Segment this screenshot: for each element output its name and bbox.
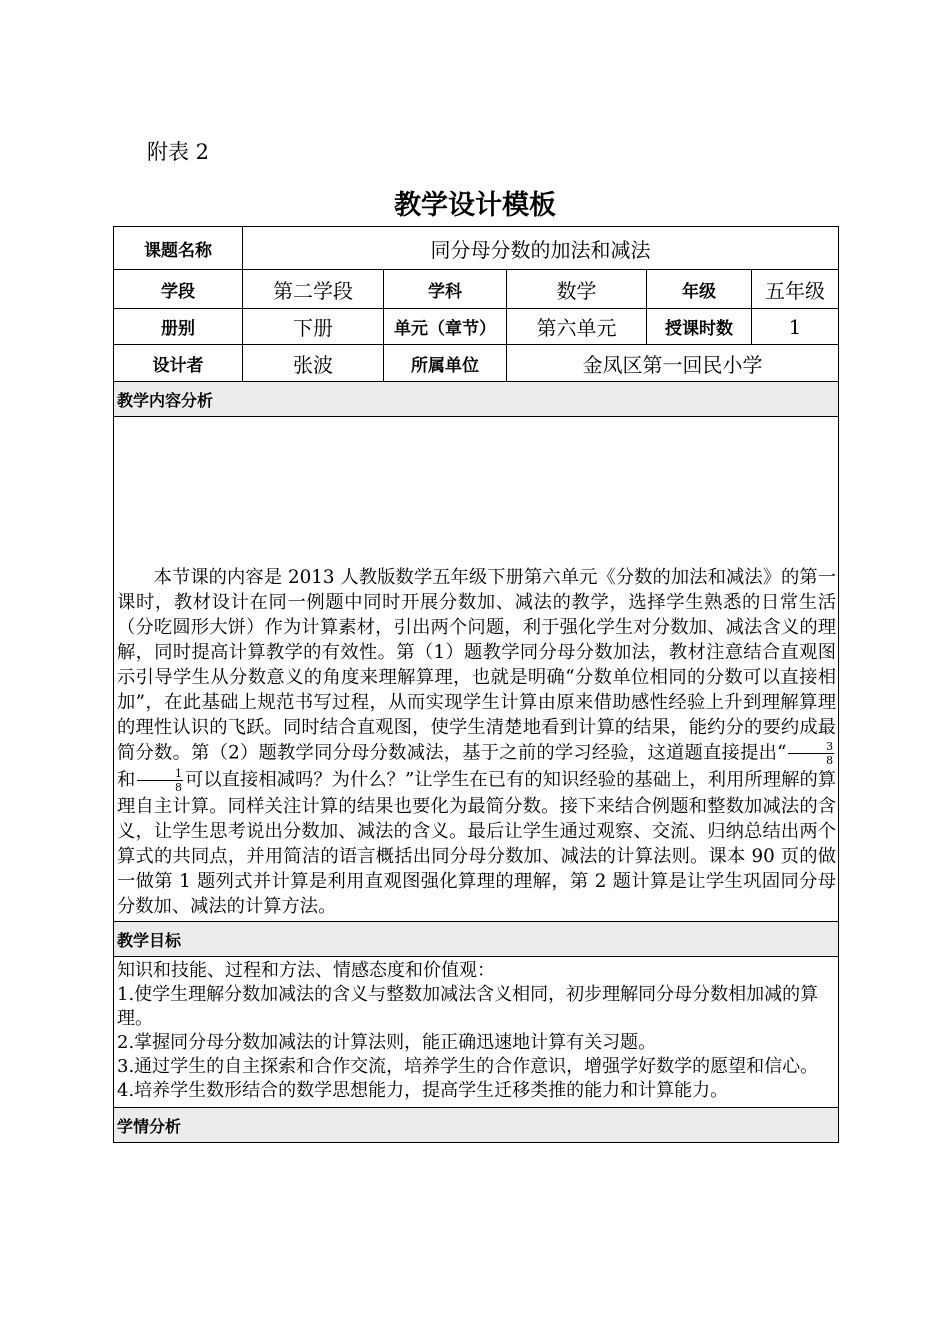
appendix-label: 附表 2	[147, 140, 210, 164]
topic-value: 同分母分数的加法和减法	[243, 227, 839, 270]
volume-label: 册别	[114, 309, 243, 345]
grade-label: 年级	[647, 270, 752, 309]
org-label: 所属单位	[384, 345, 507, 382]
learner-analysis-heading: 学情分析	[114, 1108, 839, 1143]
volume-value: 下册	[243, 309, 384, 345]
org-value: 金凤区第一回民小学	[507, 345, 839, 382]
goal-item-2: 2.掌握同分母分数加减法的计算法则，能正确迅速地计算有关习题。	[117, 1032, 657, 1053]
fraction-2-numerator: 1	[137, 767, 183, 781]
hours-label: 授课时数	[647, 309, 752, 345]
topic-row	[114, 227, 839, 270]
topic-label: 课题名称	[114, 227, 243, 270]
subject-label: 学科	[384, 270, 507, 309]
goal-item-1: 1.使学生理解分数加减法的含义与整数加减法含义相同，初步理解同分母分数相加减的算理。	[117, 984, 819, 1029]
goals-row	[114, 957, 839, 1108]
subject-value: 数学	[507, 270, 647, 309]
designer-row	[114, 345, 839, 382]
grade-value: 五年级	[752, 270, 839, 309]
designer-label: 设计者	[114, 345, 243, 382]
content-analysis-paragraph	[117, 565, 836, 919]
goals-header-row	[114, 922, 839, 957]
goal-item-3: 3.通过学生的自主探索和合作交流，培养学生的合作意识，增强学好数学的愿望和信心。	[117, 1056, 819, 1077]
content-analysis-cell	[114, 417, 839, 922]
hours-value: 1	[752, 309, 839, 345]
unit-value: 第六单元	[507, 309, 647, 345]
fraction-1-numerator: 3	[788, 740, 834, 754]
content-analysis-header-row	[114, 382, 839, 417]
content-analysis-heading: 教学内容分析	[114, 382, 839, 417]
content-text-part-2: 可以直接相减吗？为什么？”让学生在已有的知识经验的基础上，利用所理解的算理自主计算。同样关注计算的结果也要化为最简分数。接下来结合例题和整数加减法的含义，让学生思考说出分数加、减法的含义。最后让学生通过观察、交流、归纳总结出两个算式的共同点，并用简洁的语言概括出同分母分数加、减法的计算法则。课本 90 页的做一做第 1 题列式并计算是利用直观图强化算理的理解，第 2 题计算是让学生巩固同分母分数加、减法的计算方法。	[117, 769, 837, 917]
goals-cell	[114, 957, 839, 1108]
document-title: 教学设计模板	[394, 190, 556, 221]
goal-item-4: 4.培养学生数形结合的数学思想能力，提高学生迁移类推的能力和计算能力。	[117, 1080, 729, 1101]
fraction-2-denominator: 8	[174, 781, 182, 794]
fraction-1-denominator: 8	[826, 754, 834, 767]
fraction-one-eighth	[137, 767, 183, 794]
content-text-part-1: 本节课的内容是 2013 人教版数学五年级下册第六单元《分数的加法和减法》的第一课时，教材设计在同一例题中同时开展分数加、减法的教学，选择学生熟悉的日常生活（分吃圆形大饼）作为计算素材，引出两个问题，利于强化学生对分数加、减法含义的理解，同时提高计算教学的有效性。第（1）题教学同分母分数加法，教材注意结合直观图示引导学生从分数意义的角度来理解算理，也就是明确“分数单位相同的分数可以直接相加”，在此基础上规范书写过程，从而实现学生计算由原来借助感性经验上升到理解算理的理性认识的飞跃。同时结合直观图，使学生清楚地看到计算的结果，能约分的要约成最简分数。第（2）题教学同分母分数减法，基于之前的学习经验，这道题直接提出“	[117, 567, 837, 764]
lesson-design-table	[113, 226, 839, 1143]
stage-row	[114, 270, 839, 309]
fraction-three-eighths	[788, 740, 834, 767]
stage-label: 学段	[114, 270, 243, 309]
stage-value: 第二学段	[243, 270, 384, 309]
unit-label: 单元（章节）	[384, 309, 507, 345]
content-text-and: 和	[117, 769, 136, 791]
designer-value: 张波	[243, 345, 384, 382]
content-analysis-row	[114, 417, 839, 922]
goals-heading: 教学目标	[114, 922, 839, 957]
learner-analysis-header-row	[114, 1108, 839, 1143]
goals-intro: 知识和技能、过程和方法、情感态度和价值观：	[117, 960, 495, 981]
volume-row	[114, 309, 839, 345]
